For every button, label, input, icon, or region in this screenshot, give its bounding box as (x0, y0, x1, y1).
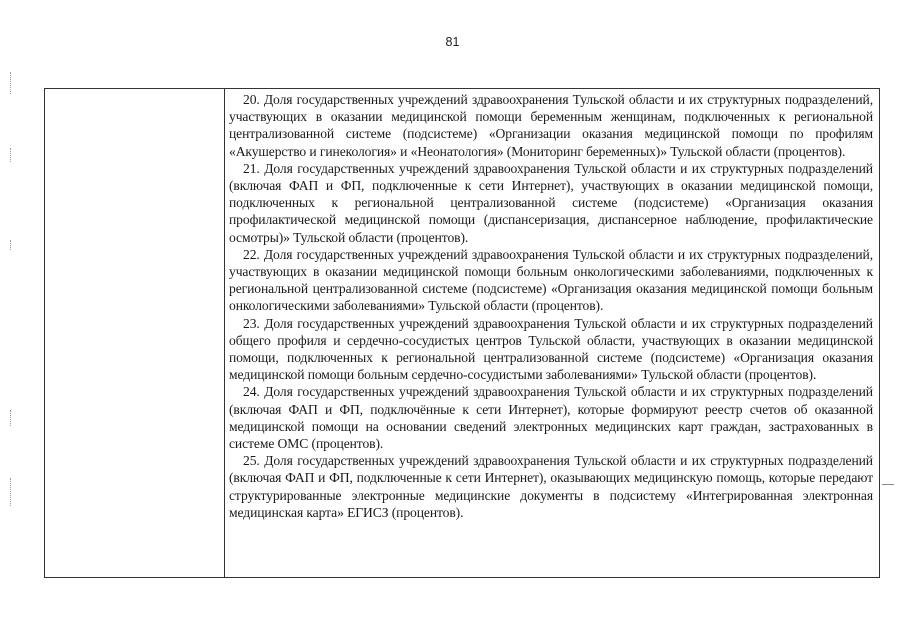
indicator-paragraph-25: 25. Доля государственных учреждений здравоохранения Тульской области и их структурных подразделений (включая ФАП и ФП, подключенные к сети Интернет), оказывающих медицинскую помощь, которые передают структурированные электронные медицинские документы в подсистему «Интегрированная электронная медицинская карта» ЕГИСЗ (процентов). (229, 453, 873, 520)
scan-artifact (10, 478, 12, 506)
page-number: 81 (445, 35, 460, 49)
table-row (45, 89, 880, 578)
indicator-paragraph-23: 23. Доля государственных учреждений здравоохранения Тульской области и их структурных подразделений общего профиля и сердечно-сосудистых центров Тульской области, участвующих в оказании медицинской помощи, подключенных к региональной централизованной системе (подсистеме) «Организация оказания медицинской помощи больным сердечно-сосудистыми заболеваниями» Тульской области (процентов). (229, 315, 873, 383)
scan-artifact (10, 410, 12, 426)
scan-artifact (882, 484, 894, 485)
document-table (44, 88, 880, 578)
indicator-paragraph-20: 20. Доля государственных учреждений здравоохранения Тульской области и их структурных подразделений, участвующих в оказании медицинской помощи беременным женщинам, подключенных к региональной централизованной системе (подсистеме) «Организации оказания медицинской помощи по профилям «Акушерство и гинекология» и «Неонатология» (Мониторинг беременных)» Тульской области (процентов). (229, 92, 873, 159)
indicator-list-cell (225, 89, 880, 578)
left-column-cell (45, 89, 225, 578)
scan-artifact (10, 240, 12, 250)
scan-artifact (10, 72, 12, 94)
indicator-paragraph-21: 21. Доля государственных учреждений здравоохранения Тульской области и их структурных подразделений (включая ФАП и ФП, подключенные к сети Интернет), участвующих в оказании медицинской помощи, подключенных к региональной централизованной системе (подсистеме) «Организация оказания профилактической медицинской помощи (диспансеризация, диспансерное наблюдение, профилактические осмотры)» Тульской области (процентов). (229, 160, 873, 245)
scan-artifact (10, 148, 12, 162)
indicator-paragraph-24: 24. Доля государственных учреждений здравоохранения Тульской области и их структурных подразделений (включая ФАП и ФП, подключённые к сети Интернет), которые формируют реестр счетов об оказанной медицинской помощи на основании сведений электронных медицинских карт граждан, застрахованных в системе ОМС (процентов). (229, 384, 873, 452)
indicator-paragraph-22: 22. Доля государственных учреждений здравоохранения Тульской области и их структурных подразделений, участвующих в оказании медицинской помощи больным онкологическими заболеваниями, подключенных к региональной централизованной системе (подсистеме) «Организация оказания медицинской помощи больным онкологическими заболеваниями» Тульской области (процентов). (229, 246, 873, 314)
